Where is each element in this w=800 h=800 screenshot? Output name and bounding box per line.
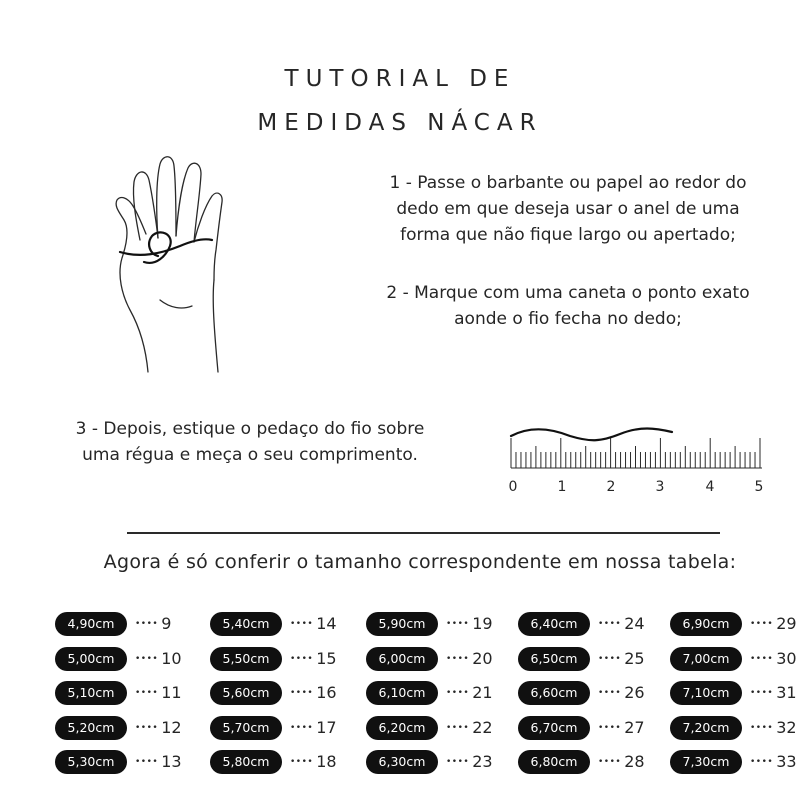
size-row bbox=[670, 750, 800, 785]
ring-size bbox=[446, 647, 493, 671]
dots-leader: •••• bbox=[290, 619, 314, 629]
ring-size bbox=[135, 681, 182, 705]
measurement-pill: 5,90cm bbox=[366, 612, 438, 636]
dots-leader: •••• bbox=[290, 688, 314, 698]
size-row bbox=[210, 647, 360, 682]
measurement-pill: 6,90cm bbox=[670, 612, 742, 636]
ring-size-value: 29 bbox=[776, 614, 797, 633]
ring-size-value: 17 bbox=[316, 717, 337, 737]
measurement-pill: 7,30cm bbox=[670, 750, 742, 774]
step-2-line-1: 2 - Marque com uma caneta o ponto exato bbox=[386, 283, 750, 303]
table-prompt: Agora é só conferir o tamanho correspondente em nossa tabela: bbox=[103, 551, 737, 573]
ring-size bbox=[135, 647, 182, 671]
ruler-label-1: 1 bbox=[557, 479, 567, 495]
dots-leader: •••• bbox=[446, 688, 470, 698]
size-row bbox=[670, 647, 800, 682]
dots-leader: •••• bbox=[135, 757, 159, 767]
title-line-1: TUTORIAL DE bbox=[284, 66, 516, 92]
dots-leader: •••• bbox=[598, 757, 622, 767]
measurement-pill: 5,70cm bbox=[210, 716, 282, 740]
dots-leader: •••• bbox=[290, 722, 314, 733]
ring-size bbox=[446, 716, 493, 740]
ring-size-value: 26 bbox=[624, 683, 645, 702]
ring-size bbox=[598, 647, 645, 671]
ring-size-value: 20 bbox=[472, 648, 493, 668]
title-line-2: MEDIDAS NÁCAR bbox=[257, 110, 543, 136]
size-row bbox=[670, 716, 800, 751]
size-column bbox=[670, 612, 800, 785]
measurement-pill: 6,10cm bbox=[366, 681, 438, 705]
size-row bbox=[55, 612, 205, 647]
size-row bbox=[210, 681, 360, 716]
size-row bbox=[55, 647, 205, 682]
ring-size bbox=[290, 681, 337, 705]
ring-size-value: 31 bbox=[776, 683, 797, 702]
size-row bbox=[55, 681, 205, 716]
ring-size-value: 24 bbox=[624, 614, 645, 633]
dots-leader: •••• bbox=[598, 688, 622, 698]
measurement-pill: 5,00cm bbox=[55, 647, 127, 671]
ring-size bbox=[750, 612, 797, 636]
size-row bbox=[55, 750, 205, 785]
ring-size bbox=[446, 750, 493, 774]
step-1-line-3: forma que não fique largo ou apertado; bbox=[400, 225, 736, 245]
step-3-line-2: uma régua e meça o seu comprimento. bbox=[82, 445, 418, 465]
measurement-pill: 5,30cm bbox=[55, 750, 127, 774]
size-row bbox=[518, 612, 668, 647]
measurement-pill: 4,90cm bbox=[55, 612, 127, 636]
dots-leader: •••• bbox=[750, 688, 774, 698]
measurement-pill: 5,20cm bbox=[55, 716, 127, 740]
size-row bbox=[366, 647, 516, 682]
size-row bbox=[210, 612, 360, 647]
size-row bbox=[518, 750, 668, 785]
dots-leader: •••• bbox=[598, 619, 622, 629]
measurement-pill: 5,80cm bbox=[210, 750, 282, 774]
size-row bbox=[670, 612, 800, 647]
ring-size-value: 21 bbox=[472, 683, 493, 702]
size-row bbox=[366, 681, 516, 716]
size-row bbox=[210, 750, 360, 785]
ring-size bbox=[290, 716, 337, 740]
measurement-pill: 6,30cm bbox=[366, 750, 438, 774]
measurement-pill: 5,50cm bbox=[210, 647, 282, 671]
size-row bbox=[55, 716, 205, 751]
ring-size-value: 18 bbox=[316, 752, 337, 771]
ruler-label-3: 3 bbox=[655, 479, 665, 495]
size-row bbox=[210, 716, 360, 751]
ring-size-value: 28 bbox=[624, 752, 645, 771]
size-row bbox=[366, 716, 516, 751]
measurement-pill: 6,40cm bbox=[518, 612, 590, 636]
dots-leader: •••• bbox=[135, 619, 159, 629]
ring-size bbox=[290, 612, 337, 636]
size-column bbox=[366, 612, 516, 785]
measurement-pill: 7,20cm bbox=[670, 716, 742, 740]
dots-leader: •••• bbox=[446, 619, 470, 629]
ring-size-value: 33 bbox=[776, 752, 797, 771]
step-2-line-2: aonde o fio fecha no dedo; bbox=[454, 309, 682, 329]
ruler-label-2: 2 bbox=[606, 479, 616, 495]
size-row bbox=[670, 681, 800, 716]
ring-size bbox=[598, 716, 645, 740]
ring-size bbox=[290, 647, 337, 671]
measurement-pill: 5,60cm bbox=[210, 681, 282, 705]
size-column bbox=[55, 612, 205, 785]
ring-size-value: 11 bbox=[161, 683, 182, 702]
ring-size-value: 23 bbox=[472, 752, 493, 771]
ring-size-value: 10 bbox=[161, 648, 182, 668]
dots-leader: •••• bbox=[135, 688, 159, 698]
dots-leader: •••• bbox=[598, 653, 622, 664]
measurement-pill: 5,10cm bbox=[55, 681, 127, 705]
measurement-pill: 5,40cm bbox=[210, 612, 282, 636]
measurement-pill: 7,10cm bbox=[670, 681, 742, 705]
ring-size-value: 25 bbox=[624, 648, 645, 668]
measurement-pill: 6,20cm bbox=[366, 716, 438, 740]
measurement-pill: 6,60cm bbox=[518, 681, 590, 705]
ring-size bbox=[598, 750, 645, 774]
measurement-pill: 6,70cm bbox=[518, 716, 590, 740]
ring-size bbox=[290, 750, 337, 774]
measurement-pill: 6,50cm bbox=[518, 647, 590, 671]
dots-leader: •••• bbox=[750, 722, 774, 733]
step-1-line-2: dedo em que deseja usar o anel de uma bbox=[396, 199, 740, 219]
dots-leader: •••• bbox=[750, 757, 774, 767]
size-row bbox=[366, 612, 516, 647]
ring-size bbox=[750, 647, 797, 671]
size-row bbox=[518, 681, 668, 716]
ring-size-value: 12 bbox=[161, 717, 182, 737]
ring-size bbox=[446, 612, 493, 636]
ring-size bbox=[750, 750, 797, 774]
ruler-label-4: 4 bbox=[705, 479, 715, 495]
measurement-pill: 6,80cm bbox=[518, 750, 590, 774]
ring-size-value: 30 bbox=[776, 648, 797, 668]
ring-size-value: 16 bbox=[316, 683, 337, 702]
size-row bbox=[518, 647, 668, 682]
dots-leader: •••• bbox=[135, 653, 159, 664]
measurement-pill: 7,00cm bbox=[670, 647, 742, 671]
dots-leader: •••• bbox=[446, 653, 470, 664]
step-3-line-1: 3 - Depois, estique o pedaço do fio sobre bbox=[75, 419, 425, 439]
ring-size bbox=[135, 612, 171, 636]
size-column bbox=[518, 612, 668, 785]
ring-size bbox=[598, 612, 645, 636]
ring-size-value: 22 bbox=[472, 717, 493, 737]
dots-leader: •••• bbox=[135, 722, 159, 733]
ring-size-value: 13 bbox=[161, 752, 182, 771]
ring-size bbox=[446, 681, 493, 705]
step-1-line-1: 1 - Passe o barbante ou papel ao redor do bbox=[389, 173, 747, 193]
ring-size-value: 9 bbox=[161, 614, 172, 633]
dots-leader: •••• bbox=[750, 653, 774, 664]
ring-size-value: 27 bbox=[624, 717, 645, 737]
ring-size bbox=[750, 681, 797, 705]
ring-size-value: 32 bbox=[776, 717, 797, 737]
dots-leader: •••• bbox=[750, 619, 774, 629]
ring-size-value: 14 bbox=[316, 614, 337, 633]
size-row bbox=[518, 716, 668, 751]
dots-leader: •••• bbox=[290, 653, 314, 664]
dots-leader: •••• bbox=[446, 722, 470, 733]
ring-size bbox=[598, 681, 645, 705]
ruler-label-0: 0 bbox=[508, 479, 518, 495]
ring-size bbox=[135, 716, 182, 740]
measurement-pill: 6,00cm bbox=[366, 647, 438, 671]
dots-leader: •••• bbox=[290, 757, 314, 767]
ring-size bbox=[750, 716, 797, 740]
size-row bbox=[366, 750, 516, 785]
ruler-label-5: 5 bbox=[754, 479, 764, 495]
dots-leader: •••• bbox=[598, 722, 622, 733]
size-column bbox=[210, 612, 360, 785]
ring-size-value: 15 bbox=[316, 648, 337, 668]
ring-size-value: 19 bbox=[472, 614, 493, 633]
dots-leader: •••• bbox=[446, 757, 470, 767]
ring-size bbox=[135, 750, 182, 774]
